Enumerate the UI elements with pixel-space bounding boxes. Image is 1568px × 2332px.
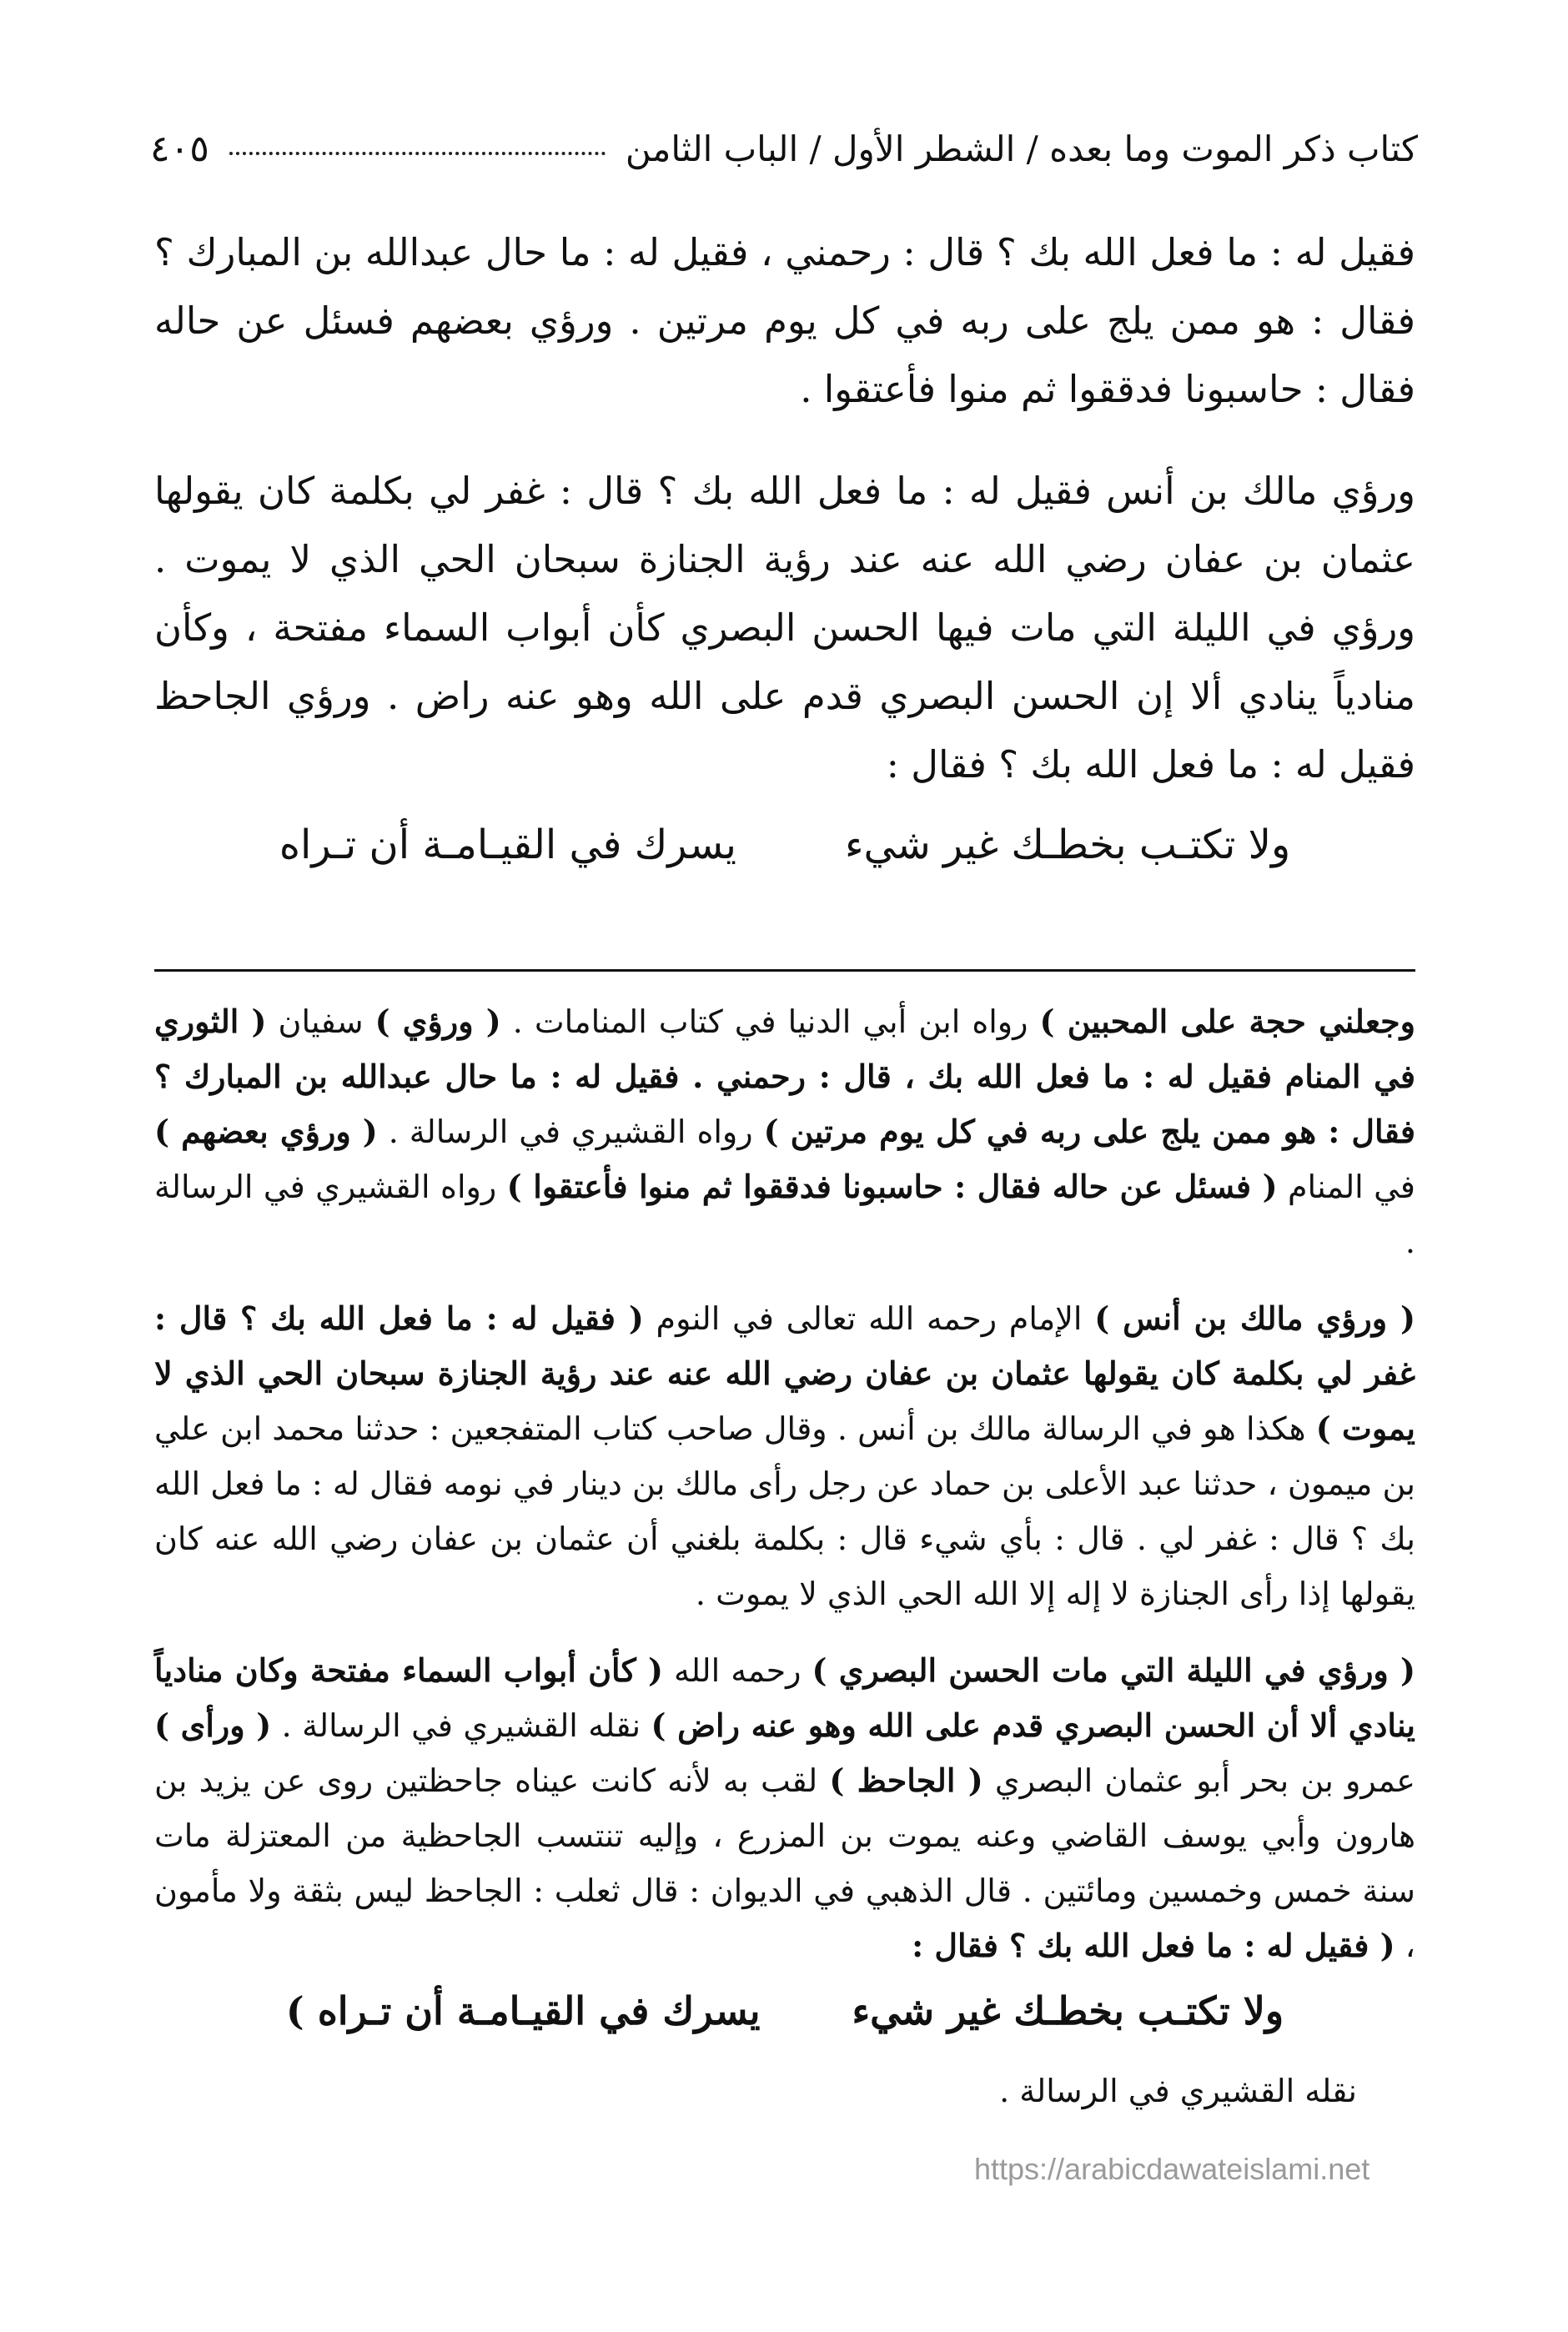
main-text: [154, 219, 1415, 879]
commentary-text: نقله القشيري في الرسالة .: [271, 1707, 651, 1744]
quoted-matn-text: ( ورؤي مالك بن أنس ): [1094, 1299, 1415, 1337]
commentary-text: لقب به لأنه كانت عيناه جاحظتين روى عن يزيد بن هارون وأبي يوسف القاضي وعنه يموت بن المزرع ، وإليه تنتسب الجاحظية من المعتزلة مات سنة خمس وخمسين ومائتين . قال الذهبي في الديوان : قال ثعلب : الجاحظ ليس بثقة ولا مأمون ،: [154, 1762, 1415, 1964]
quoted-matn-text: ( فقيل له : ما فعل الله بك ؟ قال : غفر لي بكلمة كان يقولها عثمان بن عفان رضي الله عنه عند رؤية الجنازة سبحان الحي الذي لا يموت ): [154, 1299, 1415, 1447]
poem-verse: [154, 811, 1415, 879]
commentary-text: الإمام رحمه الله تعالى في النوم: [643, 1300, 1095, 1337]
commentary-text: هكذا هو في الرسالة مالك بن أنس . وقال صاحب كتاب المتفجعين : حدثنا محمد ابن علي بن ميمون ، حدثنا عبد الأعلى بن حماد عن رجل رأى مالك بن دينار في نومه فقال له : ما فعل الله بك ؟ قال : غفر لي . قال : بأي شيء قال : بكلمة بلغني أن عثمان بن عفان رضي الله عنه كان يقولها إذا رأى الجنازة لا إله إلا الله الحي الذي لا يموت .: [154, 1410, 1415, 1612]
quoted-matn-text: ( الثوري في المنام فقيل له : ما فعل الله بك ، قال : رحمني . فقيل له : ما حال عبدالله بن المبارك ؟ فقال : هو ممن يلج على ربه في كل يوم مرتين ): [154, 1003, 1416, 1150]
commentary-paragraph-1: [154, 994, 1415, 1269]
verse-second-hemistich: يسرك في القيـامـة أن تـراه: [279, 822, 736, 868]
commentary-poem-verse: [154, 1983, 1415, 2038]
commentary-text: رواه القشيري في الرسالة .: [154, 1169, 1415, 1260]
main-paragraph-1: فقيل له : ما فعل الله بك ؟ قال : رحمني ، فقيل له : ما حال عبدالله بن المبارك ؟ فقال : هو ممن يلج على ربه في كل يوم مرتين . ورؤي بعضهم فسئل عن حاله فقال : حاسبونا فدققوا ثم منوا فأعتقوا .: [154, 230, 1415, 411]
commentary-paragraph-3: [154, 1643, 1415, 1973]
quoted-matn-text: ( الجاحظ ): [829, 1762, 983, 1799]
commentary-text: رواه ابن أبي الدنيا في كتاب المنامات .: [500, 1003, 1040, 1040]
quoted-matn-text: ( فقيل له : ما فعل الله بك ؟ فقال :: [912, 1927, 1395, 1964]
commentary-verse-first-hemistich: ولا تكتـب بخطـك غير شيء: [852, 1988, 1284, 2033]
footnote-divider: [154, 969, 1415, 972]
commentary-closing-line: نقله القشيري في الرسالة .: [999, 2073, 1357, 2109]
quoted-matn-text: ( ورؤي ): [374, 1003, 501, 1040]
commentary-section: [154, 994, 1415, 2118]
commentary-text: سفيان: [266, 1003, 375, 1040]
header-dot-leader: [229, 152, 606, 155]
quoted-matn-text: ( ورؤي في الليلة التي مات الحسن البصري ): [812, 1651, 1415, 1689]
running-header: [150, 115, 1418, 182]
header-title: كتاب ذكر الموت وما بعده / الشطر الأول / الباب الثامن: [625, 128, 1418, 169]
commentary-text: عمرو بن بحر أبو عثمان البصري: [983, 1762, 1415, 1799]
source-watermark: https://arabicdawateislami.net: [974, 2152, 1370, 2186]
commentary-text: رواه القشيري في الرسالة .: [377, 1113, 764, 1150]
commentary-text: رحمه الله: [662, 1652, 812, 1689]
quoted-matn-text: ( ورأى ): [154, 1706, 272, 1744]
commentary-verse-second-hemistich: يسرك في القيـامـة أن تـراه ): [285, 1988, 761, 2033]
page-number: ٤٠٥: [150, 127, 209, 170]
commentary-text: في المنام: [1277, 1169, 1415, 1205]
verse-first-hemistich: ولا تكتـب بخطـك غير شيء: [844, 822, 1291, 868]
quoted-matn-text: وجعلني حجة على المحبين ): [1039, 1003, 1415, 1040]
quoted-matn-text: ( كأن أبواب السماء مفتحة وكان منادياً ينادي ألا أن الحسن البصري قدم على الله وهو عنه راض ): [154, 1651, 1415, 1744]
main-paragraph-2: ورؤي مالك بن أنس فقيل له : ما فعل الله بك ؟ قال : غفر لي بكلمة كان يقولها عثمان بن عفان رضي الله عنه عند رؤية الجنازة سبحان الحي الذي لا يموت . ورؤي في الليلة التي مات فيها الحسن البصري كأن أبواب السماء مفتحة ، وكأن منادياً ينادي ألا إن الحسن البصري قدم على الله وهو عنه راض . ورؤي الجاحظ فقيل له : ما فعل الله بك ؟ فقال :: [154, 469, 1415, 787]
quoted-matn-text: ( ورؤي بعضهم ): [154, 1113, 378, 1150]
commentary-paragraph-2: [154, 1291, 1415, 1621]
quoted-matn-text: ( فسئل عن حاله فقال : حاسبونا فدققوا ثم منوا فأعتقوا ): [506, 1168, 1278, 1205]
